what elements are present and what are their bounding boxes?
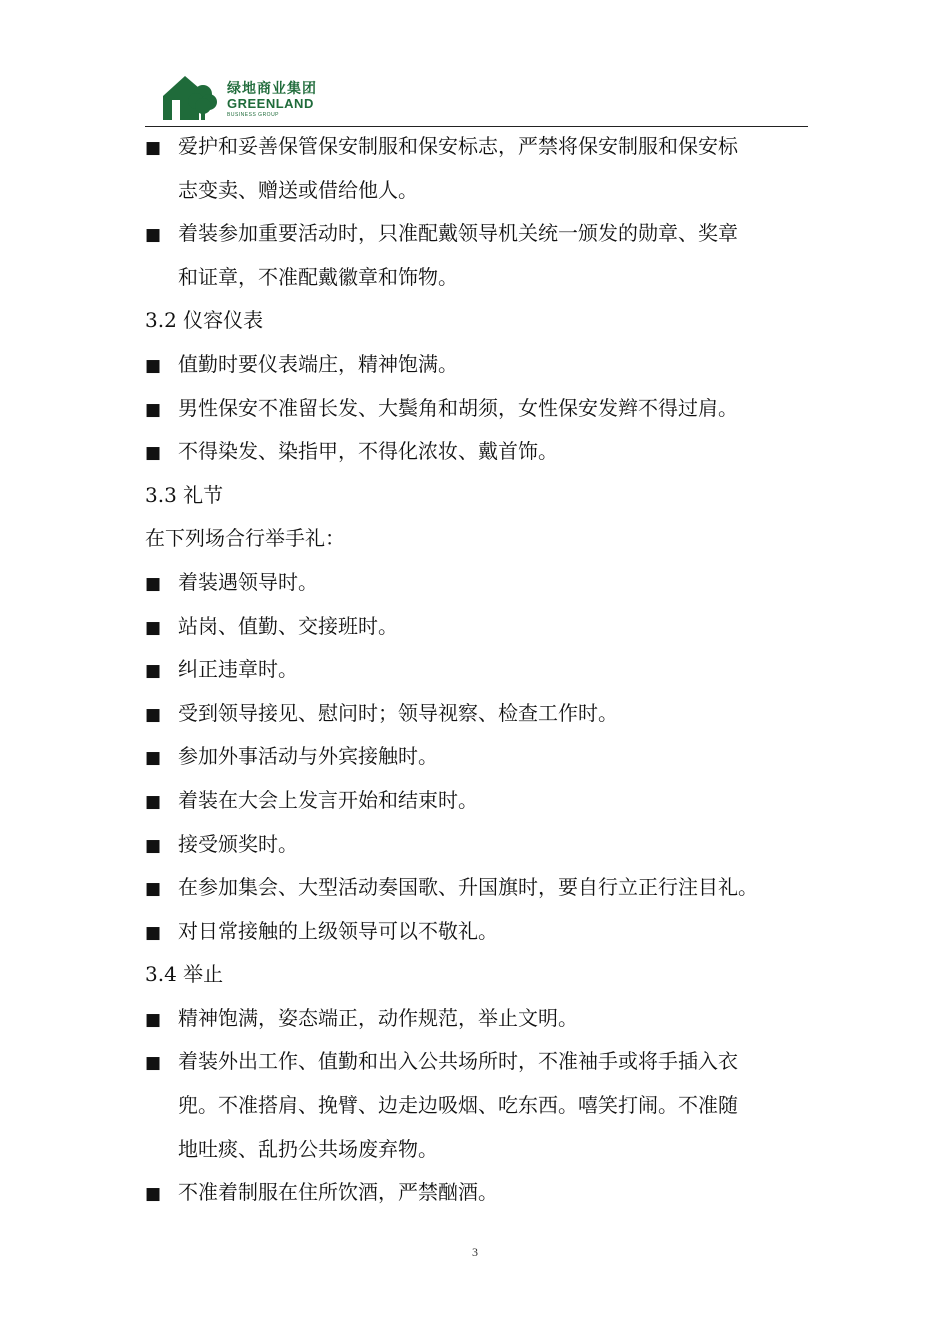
logo-english-name: GREENLAND <box>227 96 314 111</box>
bullet-icon: ■ <box>145 791 162 812</box>
section-heading-3-4: 3.4 举止 <box>145 962 224 987</box>
list-item <box>145 692 810 736</box>
list-item-text: 接受颁奖时。 <box>178 831 298 856</box>
bullet-icon: ■ <box>145 225 162 246</box>
list-item-text: 在参加集会、大型活动奏国歌、升国旗时，要自行立正行注目礼。 <box>178 875 758 900</box>
list-item <box>145 561 810 605</box>
page-header <box>145 70 808 126</box>
logo-subtitle: BUSINESS GROUP <box>227 112 280 118</box>
list-item <box>145 343 810 387</box>
list-item-text: 站岗、值勤、交接班时。 <box>178 613 398 638</box>
list-item <box>145 823 810 867</box>
list-item-text: 不得染发、染指甲，不得化浓妆、戴首饰。 <box>178 439 558 464</box>
bullet-icon: ■ <box>145 138 162 158</box>
list-item-text: 着装参加重要活动时，只准配戴领导机关统一颁发的勋章、奖章 <box>178 221 738 246</box>
list-item <box>145 779 810 823</box>
list-item-continuation: 志变卖、赠送或借给他人。 <box>178 177 418 202</box>
list-item-text: 对日常接触的上级领导可以不敬礼。 <box>178 918 498 943</box>
greenland-logo-icon <box>163 74 217 120</box>
list-item <box>145 1040 810 1084</box>
bullet-icon: ■ <box>145 1184 162 1205</box>
list-item <box>145 910 810 954</box>
list-item <box>145 1171 810 1215</box>
list-item-text: 精神饱满，姿态端正，动作规范，举止文明。 <box>178 1005 578 1030</box>
bullet-icon: ■ <box>145 835 162 856</box>
document-body <box>145 125 810 1215</box>
bullet-icon: ■ <box>145 355 162 376</box>
bullet-icon: ■ <box>145 748 162 769</box>
list-item-continuation: 地吐痰、乱扔公共场废弃物。 <box>178 1136 438 1161</box>
list-item-text: 纠正违章时。 <box>178 657 298 682</box>
list-item-text: 参加外事活动与外宾接触时。 <box>178 744 438 769</box>
bullet-icon: ■ <box>145 1009 162 1030</box>
bullet-icon: ■ <box>145 443 162 464</box>
list-item-text: 着装外出工作、值勤和出入公共场所时，不准袖手或将手插入衣 <box>178 1049 738 1074</box>
bullet-icon: ■ <box>145 573 162 594</box>
list-item <box>145 866 810 910</box>
list-item <box>145 125 810 169</box>
bullet-icon: ■ <box>145 879 162 900</box>
list-item-text: 着装在大会上发言开始和结束时。 <box>178 787 478 812</box>
logo-chinese-name: 绿地商业集团 <box>227 81 317 97</box>
list-item-continuation: 兜。不准搭肩、挽臂、边走边吸烟、吃东西。嘻笑打闹。不准随 <box>178 1093 738 1118</box>
list-item-text: 爱护和妥善保管保安制服和保安标志，严禁将保安制服和保安标 <box>178 134 738 158</box>
bullet-icon: ■ <box>145 1053 162 1074</box>
list-item-text: 值勤时要仪表端庄，精神饱满。 <box>178 351 458 376</box>
list-item <box>145 212 810 256</box>
bullet-icon: ■ <box>145 704 162 725</box>
list-item-text: 男性保安不准留长发、大鬓角和胡须，女性保安发辫不得过肩。 <box>178 395 738 420</box>
list-item-text: 受到领导接见、慰问时；领导视察、检查工作时。 <box>178 700 618 725</box>
intro-paragraph: 在下列场合行举手礼： <box>145 526 345 551</box>
list-item <box>145 648 810 692</box>
list-item-text: 着装遇领导时。 <box>178 569 318 594</box>
bullet-icon: ■ <box>145 661 162 682</box>
list-item <box>145 430 810 474</box>
list-item <box>145 605 810 649</box>
list-item <box>145 735 810 779</box>
bullet-icon: ■ <box>145 922 162 943</box>
bullet-icon: ■ <box>145 399 162 420</box>
bullet-icon: ■ <box>145 617 162 638</box>
page-number: 3 <box>472 1245 478 1259</box>
section-heading-3-2: 3.2 仪容仪表 <box>145 308 264 333</box>
list-item-continuation: 和证章，不准配戴徽章和饰物。 <box>178 264 458 289</box>
section-heading-3-3: 3.3 礼节 <box>145 482 224 507</box>
list-item <box>145 387 810 431</box>
list-item <box>145 997 810 1041</box>
list-item-text: 不准着制服在住所饮酒，严禁酗酒。 <box>178 1180 498 1205</box>
